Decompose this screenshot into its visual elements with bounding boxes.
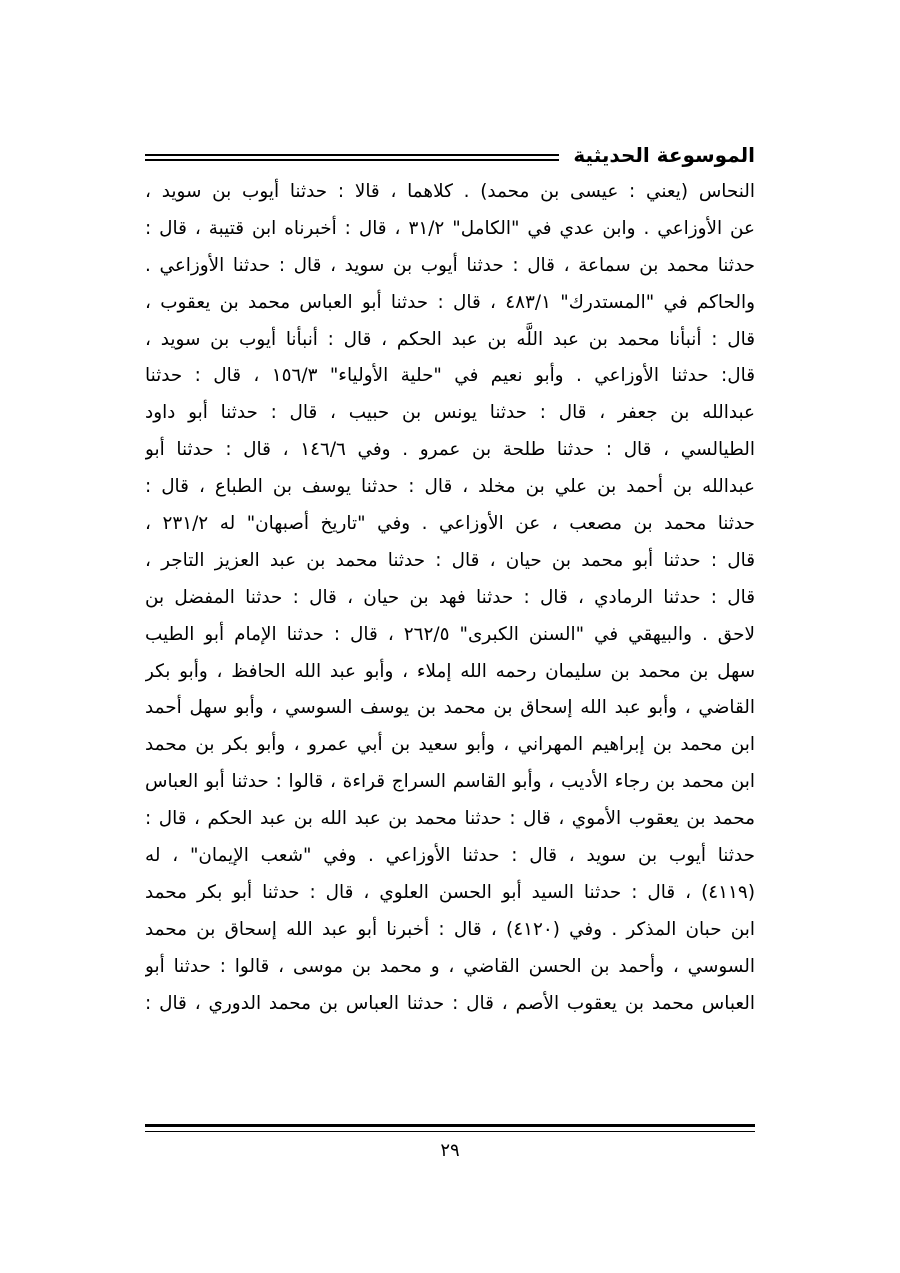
text-line: الطيالسي ، قال : حدثنا طلحة بن عمرو . وفي ١٤٦/٦ ، قال : حدثنا أبو xyxy=(145,439,755,461)
text-line: حدثنا أيوب بن سويد ، قال : حدثنا الأوزاعي . وفي "شعب الإيمان" ، له xyxy=(145,845,755,867)
text-line: (٤١١٩) ، قال : حدثنا السيد أبو الحسن العلوي ، قال : حدثنا أبو بكر محمد xyxy=(145,881,755,903)
text-line: سهل بن محمد بن سليمان رحمه الله إملاء ، وأبو عبد الله الحافظ ، وأبو بكر xyxy=(145,660,755,682)
text-line: ابن حبان المذكر . وفي (٤١٢٠) ، قال : أخبرنا أبو عبد الله إسحاق بن محمد xyxy=(145,918,755,940)
body-text xyxy=(145,174,755,1022)
text-line: النحاس (يعني : عيسى بن محمد) . كلاهما ، قالا : حدثنا أيوب بن سويد ، xyxy=(145,181,755,202)
text-line: عبدالله بن جعفر ، قال : حدثنا يونس بن حبيب ، قال : حدثنا أبو داود xyxy=(145,402,755,424)
text-line: حدثنا محمد بن سماعة ، قال : حدثنا أيوب بن سويد ، قال : حدثنا الأوزاعي . xyxy=(145,254,755,276)
footer-rule xyxy=(145,1124,755,1132)
text-line: قال: حدثنا الأوزاعي . وأبو نعيم في "حلية الأولياء" ١٥٦/٣ ، قال : حدثنا xyxy=(145,365,755,387)
text-line: والحاكم في "المستدرك" ٤٨٣/١ ، قال : حدثنا أبو العباس محمد بن يعقوب ، xyxy=(145,291,755,313)
text-line: محمد بن يعقوب الأموي ، قال : حدثنا محمد بن عبد الله بن عبد الحكم ، قال : xyxy=(145,808,755,830)
text-line: قال : حدثنا الرمادي ، قال : حدثنا فهد بن حيان ، قال : حدثنا المفضل بن xyxy=(145,586,755,608)
text-line: لاحق . والبيهقي في "السنن الكبرى" ٢٦٢/٥ ، قال : حدثنا الإمام أبو الطيب xyxy=(145,623,755,645)
text-line: قال : حدثنا أبو محمد بن حيان ، قال : حدثنا محمد بن عبد العزيز التاجر ، xyxy=(145,549,755,571)
text-line: عن الأوزاعي . وابن عدي في "الكامل" ٣١/٢ ، قال : أخبرناه ابن قتيبة ، قال : xyxy=(145,217,755,239)
text-line: السوسي ، وأحمد بن الحسن القاضي ، و محمد بن موسى ، قالوا : حدثنا أبو xyxy=(145,955,755,977)
header-title: الموسوعة الحديثية xyxy=(559,140,755,170)
text-line: القاضي ، وأبو عبد الله إسحاق بن محمد بن يوسف السوسي ، وأبو سهل أحمد xyxy=(145,697,755,719)
page-number: ٢٩ xyxy=(440,1140,460,1161)
text-line: ابن محمد بن إبراهيم المهراني ، وأبو سعيد بن أبي عمرو ، وأبو بكر بن محمد xyxy=(145,734,755,756)
running-header xyxy=(145,140,755,172)
text-line: ابن محمد بن رجاء الأديب ، وأبو القاسم السراج قراءة ، قالوا : حدثنا أبو العباس xyxy=(145,771,755,793)
text-line: قال : أنبأنا محمد بن عبد اللَّه بن عبد الحكم ، قال : أنبأنا أيوب بن سويد ، xyxy=(145,328,755,350)
text-line: عبدالله بن أحمد بن علي بن مخلد ، قال : حدثنا يوسف بن الطباع ، قال : xyxy=(145,476,755,498)
text-line: حدثنا محمد بن مصعب ، عن الأوزاعي . وفي "تاريخ أصبهان" له ٢٣١/٢ ، xyxy=(145,513,755,535)
text-line: العباس محمد بن يعقوب الأصم ، قال : حدثنا العباس بن محمد الدوري ، قال : xyxy=(145,992,755,1014)
